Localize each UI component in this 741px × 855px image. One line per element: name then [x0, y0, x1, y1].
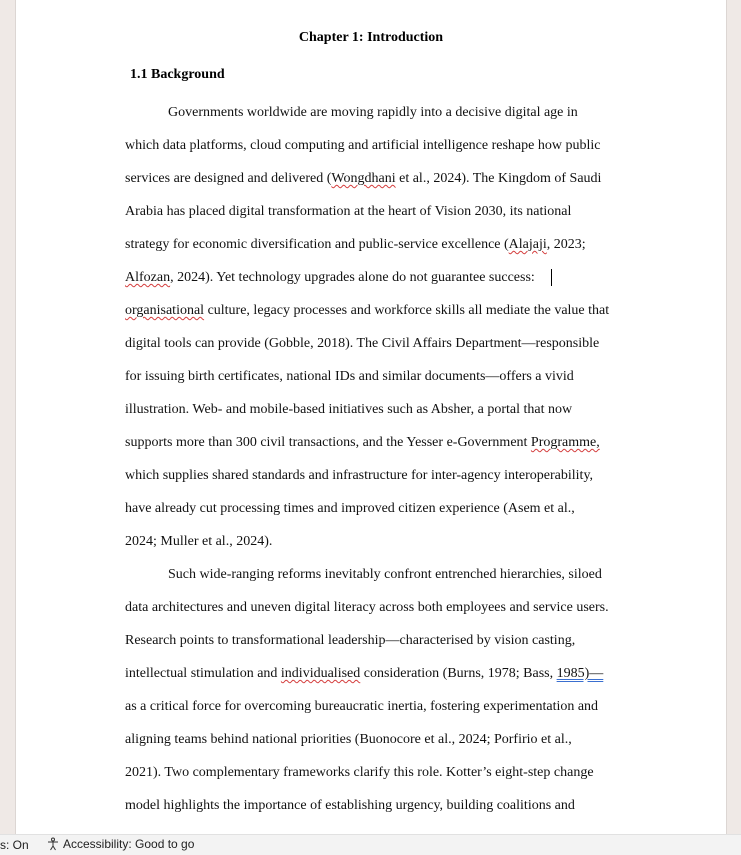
chapter-heading: Chapter 1: Introduction — [298, 30, 444, 45]
status-text[interactable]: s: On — [0, 838, 29, 852]
text-run: which supplies shared standards and infrastructure for inter-agency interoperability, — [125, 468, 594, 483]
text-run: supports more than 300 civil transactions, and the Yesser e-Government — [125, 435, 531, 450]
text-line[interactable] — [125, 467, 593, 485]
text-run: have already cut processing times and improved citizen experience (Asem et al., — [125, 501, 575, 516]
text-run: consideration (Burns, 1978; Bass, — [360, 666, 557, 681]
text-line[interactable] — [125, 170, 601, 188]
status-bar — [0, 834, 741, 855]
spelling-flag: individualised — [280, 666, 361, 681]
text-run: , 2023; — [546, 237, 586, 252]
text-run: 2021). Two complementary frameworks clarify this role. Kotter’s eight-step change — [125, 765, 594, 780]
text-line[interactable] — [125, 236, 586, 254]
text-line[interactable] — [125, 335, 599, 353]
text-run: , 2024). Yet technology upgrades alone do not guarantee success: — [170, 270, 535, 285]
text-line[interactable] — [125, 533, 272, 551]
text-line[interactable] — [125, 434, 600, 452]
text-line[interactable] — [125, 665, 603, 683]
text-run: data architectures and uneven digital literacy across both employees and service users. — [125, 600, 609, 615]
text-line[interactable] — [125, 269, 535, 287]
text-run: services are designed and delivered ( — [125, 171, 332, 186]
text-run: Such wide-ranging reforms inevitably confront entrenched hierarchies, siloed — [168, 567, 602, 582]
text-line[interactable] — [125, 500, 575, 518]
text-run: as a critical force for overcoming bureaucratic inertia, fostering experimentation and — [125, 699, 599, 714]
text-line[interactable] — [125, 203, 571, 221]
text-line[interactable] — [125, 731, 572, 749]
text-run: et al., 2024). The Kingdom of Saudi — [395, 171, 602, 186]
accessibility-status[interactable] — [46, 837, 194, 851]
text-line[interactable] — [125, 632, 575, 650]
text-run: aligning teams behind national priorities (Buonocore et al., 2024; Porfirio et al., — [125, 732, 572, 747]
text-run: which data platforms, cloud computing and artificial intelligence reshape how public — [125, 138, 601, 153]
text-line[interactable] — [125, 698, 598, 716]
grammar-flag: 1985)— — [556, 666, 604, 681]
text-line[interactable] — [168, 104, 578, 122]
text-run: model highlights the importance of establishing urgency, building coalitions and — [125, 798, 575, 813]
spelling-flag: organisational — [125, 303, 205, 318]
text-line[interactable] — [168, 566, 602, 584]
text-run: intellectual stimulation and — [125, 666, 281, 681]
text-run: culture, legacy processes and workforce skills all mediate the value that — [204, 303, 610, 318]
text-line[interactable] — [125, 599, 609, 617]
section-heading: 1.1 Background — [130, 67, 225, 82]
accessibility-label: Accessibility: Good to go — [63, 837, 195, 851]
text-run: Research points to transformational leadership—characterised by vision casting, — [125, 633, 576, 648]
text-run: illustration. Web- and mobile-based initiatives such as Absher, a portal that now — [125, 402, 573, 417]
spelling-flag: Programme, — [530, 435, 600, 450]
text-line[interactable] — [125, 302, 609, 320]
spelling-flag: Wongdhani — [331, 171, 396, 186]
accessibility-icon — [46, 837, 60, 851]
spelling-flag: Alajaji — [508, 237, 547, 252]
text-line[interactable] — [125, 137, 600, 155]
text-run: strategy for economic diversification and public-service excellence ( — [125, 237, 509, 252]
text-line[interactable] — [125, 368, 574, 386]
text-line[interactable] — [125, 401, 572, 419]
text-run: Arabia has placed digital transformation at the heart of Vision 2030, its national — [125, 204, 572, 219]
text-line[interactable] — [125, 797, 575, 815]
text-run: Governments worldwide are moving rapidly into a decisive digital age in — [168, 105, 578, 120]
text-run: for issuing birth certificates, national IDs and similar documents—offers a vivid — [125, 369, 574, 384]
document-page[interactable] — [15, 0, 727, 834]
text-run: digital tools can provide (Gobble, 2018). The Civil Affairs Department—responsible — [125, 336, 600, 351]
text-line[interactable] — [125, 764, 594, 782]
text-run: 2024; Muller et al., 2024). — [125, 534, 273, 549]
spelling-flag: Alfozan — [125, 270, 171, 285]
text-cursor — [551, 269, 552, 286]
